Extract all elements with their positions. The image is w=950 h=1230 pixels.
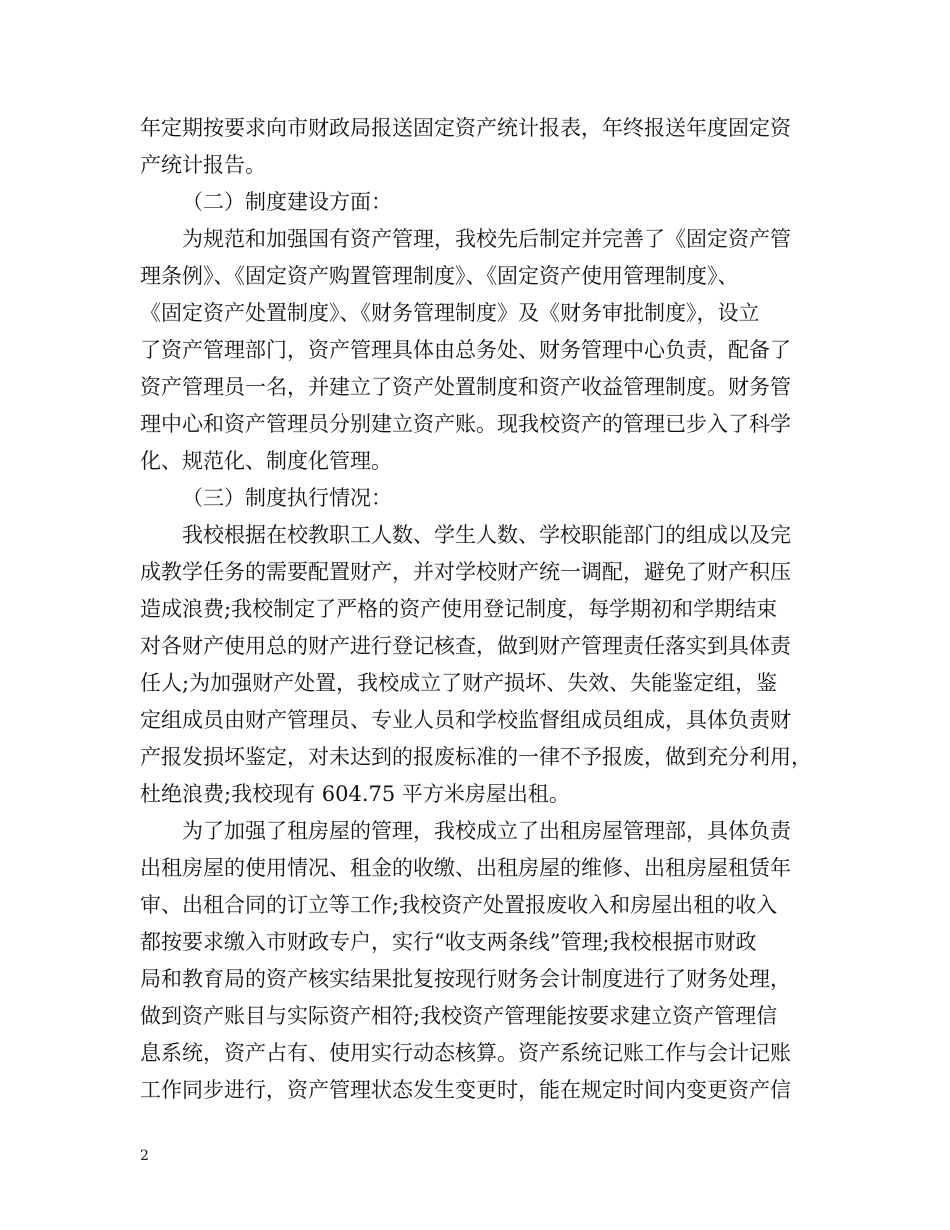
text-line: 造成浪费;我校制定了严格的资产使用登记制度，每学期初和学期结束	[140, 597, 778, 621]
text-line: 出租房屋的使用情况、租金的收缴、出租房屋的维修、出租房屋租赁年	[140, 856, 791, 880]
text-line: 成教学任务的需要配置财产，并对学校财产统一调配，避免了财产积压	[140, 560, 791, 584]
text-line: 为了加强了租房屋的管理，我校成立了出租房屋管理部，具体负责	[182, 819, 791, 843]
text-line: 局和教育局的资产核实结果批复按现行财务会计制度进行了财务处理，	[140, 967, 791, 991]
text-line: 都按要求缴入市财政专户，实行“收支两条线”管理;我校根据市财政	[140, 930, 757, 954]
section-heading: （三）制度执行情况：	[182, 486, 392, 510]
page-number: 2	[140, 1148, 149, 1164]
text-line: 做到资产账目与实际资产相符;我校资产管理能按要求建立资产管理信	[140, 1004, 778, 1028]
text-line: 审、出租合同的订立等工作;我校资产处置报废收入和房屋出租的收入	[140, 893, 778, 917]
text-line: 对各财产使用总的财产进行登记核查，做到财产管理责任落实到具体责	[140, 634, 791, 658]
text-line: 《固定资产处置制度》、《财务管理制度》及《财务审批制度》，设立	[140, 301, 760, 325]
text-line: 理条例》、《固定资产购置管理制度》、《固定资产使用管理制度》、	[140, 264, 739, 288]
text-line: 化、规范化、制度化管理。	[140, 449, 392, 473]
text-line: 工作同步进行，资产管理状态发生变更时，能在规定时间内变更资产信	[140, 1078, 791, 1102]
text-line: 息系统，资产占有、使用实行动态核算。资产系统记账工作与会计记账	[140, 1041, 791, 1065]
text-line: 我校根据在校教职工人数、学生人数、学校职能部门的组成以及完	[182, 523, 791, 547]
text-line: 了资产管理部门，资产管理具体由总务处、财务管理中心负责，配备了	[140, 338, 791, 362]
text-line: 产统计报告。	[140, 153, 266, 177]
text-line: 为规范和加强国有资产管理，我校先后制定并完善了《固定资产管	[182, 227, 791, 251]
text-line: 资产管理员一名，并建立了资产处置制度和资产收益管理制度。财务管	[140, 375, 791, 399]
text-line: 任人;为加强财产处置，我校成立了财产损坏、失效、失能鉴定组，鉴	[140, 671, 778, 695]
text-line: 杜绝浪费;我校现有 604.75 平方米房屋出租。	[140, 782, 570, 806]
section-heading: （二）制度建设方面：	[182, 190, 392, 214]
text-line: 产报发损坏鉴定，对未达到的报废标准的一律不予报废，做到充分利用，	[140, 745, 812, 769]
text-line: 理中心和资产管理员分别建立资产账。现我校资产的管理已步入了科学	[140, 412, 791, 436]
text-line: 年定期按要求向市财政局报送固定资产统计报表，年终报送年度固定资	[140, 116, 791, 140]
text-line: 定组成员由财产管理员、专业人员和学校监督组成员组成，具体负责财	[140, 708, 791, 732]
